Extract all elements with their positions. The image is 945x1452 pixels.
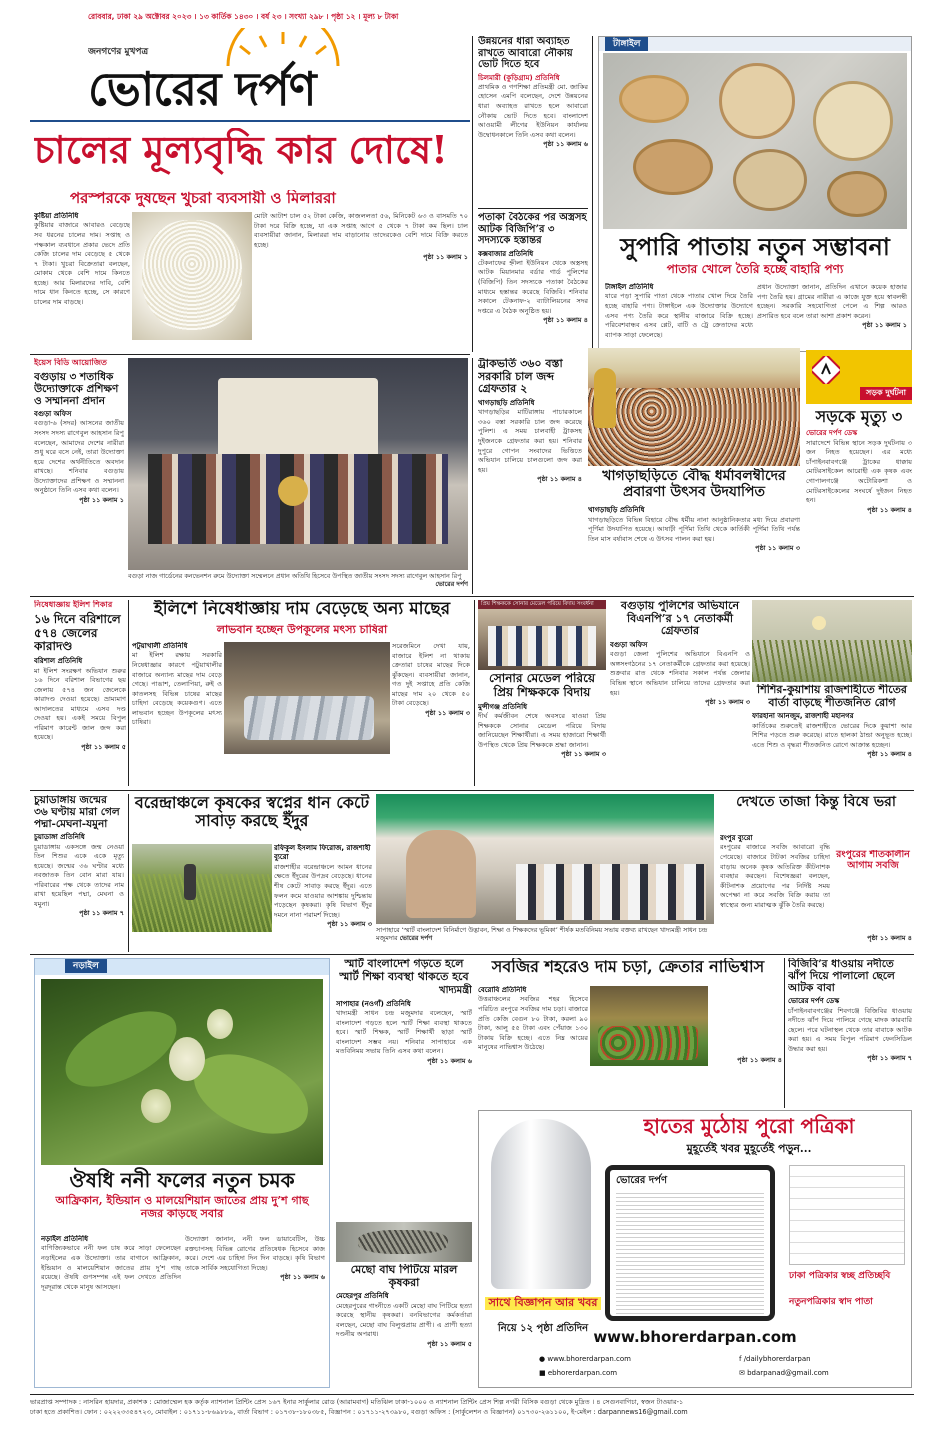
noni-fruit-photo bbox=[41, 979, 323, 1165]
award-caption-text: বগুড়া নাজ গার্ডেনের কনভেনশন রুমে উদ্যোক্তা সম্মেলনে প্রধান অতিথি হিসেবে উপস্থিত জাতীয় সংসদ সদস্য রাগেবুল আহসান রিপু bbox=[128, 572, 462, 580]
yes-award-headline: বগুড়ায় ৩ শতাধিক উদ্যোক্তাকে প্রশিক্ষণ ও সম্মাননা প্রদান bbox=[34, 370, 119, 407]
dateline: রোববার, ঢাকা ২৯ অক্টোবর ২০২৩ । ১৩ কার্তিক ১৪৩০ । বর্ষ ২৩ । সংখ্যা ২৯৮ । পৃষ্ঠা ১২ । মূল্য ৮ টাকা bbox=[88, 12, 399, 21]
ad-bullet2: নতুনপত্রিকার স্বাদ পাতা bbox=[789, 1297, 873, 1307]
hilsa-ban-story bbox=[34, 600, 126, 788]
noni-col1 bbox=[41, 1235, 181, 1385]
footer-line2: ঢাকা হতে প্রকাশিত। ফোন : ০২২২৩৩৫৪৭২৩, মোবাইল : ০১৭১১-৮৬৯৮৮৯, বার্তা বিভাগ : ০১৭৩৮-১৮০৩৮৫, বিজ্ঞাপন : ০১৭১১-২৭৩৯৮০, বগুড়া অফিস : (সার্কুলেশন ও বিজ্ঞাপন) ০১৭৩০-২৬১১০০, ই-মেইল : darpannews16@gmail.com bbox=[30, 1407, 688, 1416]
phone-screen-logo: ভোরের দর্পণ bbox=[616, 1175, 667, 1186]
col-divider bbox=[472, 36, 473, 352]
award-caption-credit: ভোরের দর্পণ bbox=[435, 580, 468, 589]
winter-headline: শিশির-কুয়াশায় রাজশাহীতে শীতের বার্তা বাড়ছে শীতজনিত রোগ bbox=[757, 684, 907, 709]
noni-col2 bbox=[185, 1235, 325, 1385]
lead-subhead: পরস্পরকে দুষছেন খুচরা ব্যবসায়ী ও মিলাররা bbox=[70, 190, 336, 207]
veg-price-byline: বেরোবি প্রতিনিধি bbox=[478, 986, 527, 994]
smart-edu-kicker: খাদ্যমন্ত্রী bbox=[439, 985, 472, 997]
fishing-cat-text: মেহেরপুরের গাংনীতে একটি মেছো বাঘ পিটিয়ে হত্যা করেছে স্থানীয় কৃষকরা। বনবিভাগের কর্মকর্তারা বলছেন, মেছো বাঘ বিলুপ্তপ্রায় প্রাণী। এ প্রাণী হত্যা দণ্ডনীয় অপরাধ। bbox=[336, 1301, 472, 1339]
fishing-cat-continued: পৃষ্ঠা ১১ কলাম ৫ bbox=[427, 1339, 472, 1348]
footer-rule bbox=[30, 1394, 914, 1395]
smart-caption-credit: ভোরের দর্পণ bbox=[399, 934, 433, 943]
ad-contacts bbox=[539, 1355, 899, 1385]
lead-continued: পৃষ্ঠা ১১ কলাম ১ bbox=[423, 253, 468, 262]
yes-award-byline: বগুড়া অফিস bbox=[34, 409, 72, 418]
buddhist-story bbox=[588, 468, 800, 592]
accident-headline: সড়কে মৃত্যু ৩ bbox=[815, 407, 903, 426]
flee-headline: বিজিবি’র ধাওয়ায় নদীতে ঝাঁপ দিয়ে পালালো ছেলে আটক বাবা bbox=[788, 958, 895, 995]
col-divider bbox=[128, 600, 129, 786]
dateline-bar bbox=[88, 12, 468, 26]
bnp-arrest-story bbox=[610, 600, 750, 786]
accident-text: সারাদেশে বিভিন্ন স্থানে সড়ক দুর্ঘটনায় ৩ জন নিহত হয়েছেন। এর মধ্যে চাঁপাইনবাবগঞ্জে ট্রাকের ধাক্কায় মোটরসাইকেল আরোহী এক কৃষক এবং গোপালগঞ্জে অটোরিকশা ও মোটরসাইকেলের সংঘর্ষে দুইজন নিহত হন। bbox=[806, 438, 912, 505]
road-sign-icon bbox=[812, 356, 840, 384]
yes-award-text: বগুড়া-৬ (সদর) আসনের জাতীয় সংসদ সদস্য রাগেবুল আহসান রিপু বলেছেন, আমাদের দেশের নারীরা শুধু ঘরে বসে নেই, তারা উদ্যোক্তা হয়ে দেশের অর্থনীতিতে অবদান রাখছে। শনিবার বগুড়ায় উদ্যোক্তাদের প্রশিক্ষণ ও সম্মাননা অনুষ্ঠানে তিনি এসব কথা বলেন। bbox=[34, 419, 124, 495]
buddhist-headline: খাগড়াছড়িতে বৌদ্ধ ধর্মাবলম্বীদের প্রবারণা উৎসব উদযাপিত bbox=[602, 468, 786, 501]
col-story-headline: উন্নয়নের ধারা অব্যাহত রাখতে আবারো নৌকায় ভোট দিতে হবে bbox=[478, 36, 573, 70]
row4-bottom-rule bbox=[30, 954, 914, 955]
veg-price-col3 bbox=[710, 986, 782, 1104]
flee-continued: পৃষ্ঠা ১১ কলাম ৭ bbox=[867, 1054, 912, 1063]
rats-headline: বরেন্দ্রাঞ্চলে কৃষকের স্বপ্নের ধান কেটে সাবাড় করছে ইঁদুর bbox=[134, 794, 370, 831]
col-divider bbox=[784, 958, 785, 1108]
yes-award-continued: পৃষ্ঠা ১১ কলাম ১ bbox=[79, 495, 124, 504]
accident-tag: সড়ক দুর্ঘটনা bbox=[860, 387, 912, 400]
fishing-cat-photo bbox=[336, 1222, 472, 1262]
col-story bbox=[478, 36, 588, 206]
teacher-continued: পৃষ্ঠা ১১ কলাম ৩ bbox=[561, 750, 606, 759]
noni-byline: নড়াইল প্রতিনিধি bbox=[41, 1235, 89, 1243]
smart-edu-headline: স্মার্ট বাংলাদেশ গড়তে হলে স্মার্ট শিক্ষা ব্যবস্থা থাকতে হবে bbox=[339, 958, 469, 983]
veg-market-photo bbox=[590, 986, 708, 1066]
row3-bottom-rule bbox=[30, 790, 914, 791]
rats-text: রাজশাহীর বরেন্দ্রাঞ্চলে আমন ধানের ক্ষেতে ইঁদুরের উপদ্রব বেড়েছে। ধানের শীষ কেটে সাবাড় করছে ইঁদুর। এতে ফলন কমে যাওয়ার আশঙ্কায় দুশ্চিন্তায় পড়েছেন কৃষকরা। কৃষি বিভাগ ইঁদুর দমনে নানা পরামর্শ দিচ্ছে। bbox=[274, 862, 372, 919]
buddhist-festival-photo bbox=[588, 348, 800, 466]
river-headline: চুয়াডাঙ্গায় জন্মের ৩৬ ঘণ্টায় মারা গেল পদ্মা-মেঘনা-যমুনা bbox=[34, 794, 120, 831]
paper-stack-graphic bbox=[789, 1165, 905, 1265]
flee-text: চাঁপাইনবাবগঞ্জের শিবগঞ্জে বিজিবির ধাওয়ায় নদীতে ঝাঁপ দিয়ে পালিয়ে গেছে মাদক কারবারি ছেলে। পরে ঘটনাস্থল থেকে তার বাবাকে আটক করা হয়। এ সময় বিপুল পরিমাণ ফেনসিডিল উদ্ধার করা হয়। bbox=[788, 1006, 912, 1053]
teacher-text: দীর্ঘ কর্মজীবন শেষে অবসরে যাওয়া প্রিয় শিক্ষককে সোনার মেডেল পরিয়ে বিদায় জানিয়েছেন শিক্ষার্থীরা। এ সময় হাজারো শিক্ষার্থী উপস্থিত থেকে প্রিয় শিক্ষককে শ্রদ্ধা জানান। bbox=[478, 712, 606, 749]
accident-story bbox=[806, 350, 912, 592]
hilsa-ban-label: নিষেধাজ্ঞায় ইলিশ শিকার bbox=[34, 600, 113, 609]
ad-bullet1: ঢাকা পত্রিকার স্বচ্ছ প্রতিচ্ছবি bbox=[789, 1271, 891, 1281]
fish-price-byline: পটুয়াখালী প্রতিনিধি bbox=[132, 642, 188, 650]
row2-bottom-rule bbox=[30, 596, 914, 597]
masthead-logo-block bbox=[88, 28, 468, 118]
veg-fresh-col bbox=[720, 834, 830, 952]
rats-byline: রফিকুল ইসলাম ফিরোজ, রাজশাহী ব্যুরো bbox=[274, 844, 371, 862]
rice-seize-text: খাগড়াছড়ির মাটিরাঙ্গায় পাচারকালে ৩৬০ বস্তা সরকারি চাল জব্দ করেছে পুলিশ। এ সময় চালবাহী ট্রাকসহ দুইজনকে গ্রেফতার করা হয়। শনিবার দুপুরে গোপন সংবাদের ভিত্তিতে অভিযান চালিয়ে চালগুলো জব্দ করা হয়। bbox=[478, 408, 582, 474]
fish-price-subhead: লাভবান হচ্ছেন উপকূলের মৎস্য চাষিরা bbox=[216, 624, 388, 636]
ad-contact1[interactable]: www.bhorerdarpan.com bbox=[547, 1355, 632, 1363]
fish-price-col1 bbox=[132, 642, 222, 786]
veg-price-col1 bbox=[478, 986, 588, 1104]
facebook-icon: f bbox=[739, 1355, 744, 1363]
veg-fresh-text: রংপুরের বাজারে সবজি আবারো বৃদ্ধি পেয়েছে। বাজারে টাটকা সবজির চাহিদা বাড়ায় অনেক কৃষক অতিরিক্ত কীটনাশক ব্যবহার করছেন। বিশেষজ্ঞরা বলছেন, কীটনাশক প্রয়োগের পর নির্দিষ্ট সময় অপেক্ষা না করে সবজি বিক্রি করায় তা স্বাস্থ্যের জন্য মারাত্মক ঝুঁকি তৈরি করছে। bbox=[720, 843, 830, 909]
fishing-cat-byline: মেহেরপুর প্রতিনিধি bbox=[336, 1292, 389, 1301]
bnp-arrest-byline: বগুড়া অফিস bbox=[610, 640, 648, 649]
teacher-story bbox=[478, 672, 606, 788]
river-text: চুয়াডাঙ্গায় একসঙ্গে জন্ম নেওয়া তিন শিশুর একে একে মৃত্যু হয়েছে। জন্মের ৩৬ ঘণ্টার মধ্যে নবজাতক তিন বোন মারা যায়। পরিবারের পক্ষ থেকে তাদের নাম রাখা হয়েছিল পদ্মা, মেঘনা ও যমুনা। bbox=[34, 842, 124, 908]
fish-price-text2: সরেজমিনে দেখা যায়, বাজারে ইলিশ না থাকায় ক্রেতারা চাষের মাছের দিকে ঝুঁকছেন। ব্যবসায়ীরা জানান, গত দুই সপ্তাহে প্রতি কেজি মাছের দাম ২০ থেকে ৫০ টাকা বেড়েছে। bbox=[392, 642, 470, 708]
col-divider bbox=[474, 600, 475, 786]
rice-seize-headline: ট্রাকভর্তি ৩৬০ বস্তা সরকারি চাল জব্দ গ্রেফতার ২ bbox=[478, 358, 563, 396]
river-continued: পৃষ্ঠা ১১ কলাম ৭ bbox=[79, 909, 124, 918]
globe-icon: ● bbox=[539, 1355, 548, 1363]
award-ceremony-photo bbox=[128, 358, 468, 570]
lead-text: কুষ্টিয়ার বাজারে আবারও বেড়েছে সব ধরনের চালের দাম। সপ্তাহ ও পক্ষকাল ব্যবধানে প্রকার ভেদে প্রতি কেজি চালের দাম বেড়েছে ৫ থেকে ৭ টাকা। খুচরা বিক্রেতারা বলছেন, মোকাম থেকে বেশি দামে কিনতে হচ্ছে। আর মিলারদের দাবি, বেশি দামে ধান কিনতে হচ্ছে, সে কারণে চালের দাম বাড়ছে। bbox=[34, 221, 130, 306]
fish-price-continued: পৃষ্ঠা ১১ কলাম ৩ bbox=[425, 708, 470, 717]
noni-subhead: আফ্রিকান, ইন্ডিয়ান ও মালয়েশিয়ান জাতের প্রায় দু’শ গাছ নজর কাড়ছে সবার bbox=[55, 1194, 309, 1220]
teacher-farewell-photo bbox=[478, 600, 606, 670]
river-triplets-story bbox=[34, 794, 124, 952]
veg-price-headline: সবজির শহরেও দাম চড়া, ক্রেতার নাভিশ্বাস bbox=[491, 958, 765, 976]
footer-line1: ভারপ্রাপ্ত সম্পাদক : নাসরিন হায়দার, প্রকাশক : মোজাম্মেল হক কর্তৃক ন্যাশনাল প্রিন্টিং প্রেস ১৬৭ ইনার সার্কুলার রোড (আরামবাগ) মতিঝিল ঢাকা-১০০০ ও ন্যাশনাল প্রিন্টিং প্রেস শিল্প নগরী বিসিক বগুড়া থেকে মুদ্রিত । ৪ সেগুনবাগিচা, স্বজন টাওয়ার-১ bbox=[30, 1398, 684, 1406]
hilsa-ban-headline: ১৬ দিনে বরিশালে ৫৭৪ জেলের কারাদণ্ড bbox=[34, 611, 121, 654]
lead-bottom-rule bbox=[30, 354, 470, 355]
lead-text-col3 bbox=[254, 212, 468, 352]
buddhist-text: খাগড়াছড়িতে বিভিন্ন বিহারে বৌদ্ধ ধর্মীয় নানা আনুষ্ঠানিকতার মধ্য দিয়ে প্রবারণা পূর্ণিমা উদযাপিত হয়েছে। আষাঢ়ী পূর্ণিমা তিথি থেকে কার্তিকী পূর্ণিমা তিথি পর্যন্ত তিন মাস বর্ষাবাস শেষে এ উৎসব পালন করা হয়। bbox=[588, 515, 800, 543]
smart-edu-story bbox=[336, 958, 472, 1242]
masthead-rule bbox=[30, 120, 470, 122]
misty-field-photo bbox=[752, 600, 912, 682]
flee-story bbox=[788, 958, 912, 1108]
teacher-photo-banner: প্রিয় শিক্ষককে সোনার মেডেল পরিয়ে বিদায় সংবর্ধনা bbox=[478, 600, 606, 609]
rice-seize-byline: খাগড়াছড়ি প্রতিনিধি bbox=[478, 398, 535, 407]
fishing-cat-headline: মেছো বাঘ পিটিয়ে মারল কৃষকরা bbox=[350, 1264, 458, 1289]
accident-banner bbox=[806, 350, 912, 404]
tangail-subhead: পাতার খোলে তৈরি হচ্ছে বাহারি পণ্য bbox=[666, 262, 844, 276]
veg-fresh-sidebar: রংপুরের শীতকালীন আগাম সবজি bbox=[836, 850, 910, 871]
veg-price-continued: পৃষ্ঠা ১১ কলাম ৪ bbox=[737, 1056, 782, 1064]
lead-text2: মোটা আটাশ চাল ৫২ টাকা কেজি, কাজললতা ৫৬, মিনিকেট ৬৩ ও বাসমতি ৭০ টাকা দরে বিক্রি হচ্ছে, যা এক সপ্তাহ আগে ৫ থেকে ৭ টাকা কম ছিল। চাল ব্যবসায়ীরা জানান, মিলাররা দাম বাড়ানোয় তাদেরকেও বেশি দামে বিক্রি করতে হচ্ছে। bbox=[254, 212, 468, 249]
veg-fresh-headline: দেখতে তাজা কিন্তু বিষে ভরা bbox=[736, 794, 896, 810]
col-story-text: প্রাথমিক ও গণশিক্ষা প্রতিমন্ত্রী মো. জাকির হোসেন এমপি বলেছেন, দেশে উন্নয়নের ধারা অব্যাহত রাখতে হলে আবারো নৌকায় ভোট দিতে হবে। বাংলাদেশ আওয়ামী লীগের ইউনিয়ন কার্যালয় উদ্বোধনকালে তিনি এসব কথা বলেন। bbox=[478, 82, 588, 139]
col-divider bbox=[472, 358, 473, 594]
rice-seize-story bbox=[478, 358, 582, 594]
hilsa-ban-text: মা ইলিশ সংরক্ষণ অভিযান শুরুর ১৬ দিনে বরিশাল বিভাগের ছয় জেলায় ৫৭৪ জন জেলেকে কারাদণ্ড দেওয়া হয়েছে। ভ্রাম্যমাণ আদালতের মাধ্যমে এসব দণ্ড দেওয়া হয়। একই সময়ে বিপুল পরিমাণ কারেন্ট জাল জব্দ করা হয়েছে। bbox=[34, 666, 126, 742]
noni-text: বাণিজ্যিকভাবে ননী ফল চাষ করে সাড়া ফেলেছেন নড়াইলের এক উদ্যোক্তা। তার বাগানে আফ্রিকান, ইন্ডিয়ান ও মালয়েশিয়ান জাতের প্রায় দু’শ গাছ রয়েছে। ঔষধি গুণসম্পন্ন এই ফল দেখতে প্রতিদিন দূরদূরান্ত থেকে মানুষ আসছেন। bbox=[41, 1244, 181, 1291]
accident-continued: পৃষ্ঠা ১১ কলাম ৪ bbox=[867, 505, 912, 514]
smart-caption bbox=[376, 926, 714, 952]
bnp-arrest-headline: বগুড়ায় পুলিশের অভিযানে বিএনপি’র ১৭ নেতাকর্মী গ্রেফতার bbox=[620, 600, 740, 638]
rice-photo bbox=[132, 212, 252, 340]
fish-price-text: মা ইলিশ রক্ষায় সরকারি নিষেধাজ্ঞার কারণে পটুয়াখালীর বাজারে অন্যান্য মাছের দাম বেড়ে গেছে। পাঙাশ, তেলাপিয়া, রুই ও কাতলসহ বিভিন্ন চাষের মাছের চাহিদা বেড়েছে কয়েকগুণ। এতে লাভবান হচ্ছেন উপকূলের মৎস্য চাষিরা। bbox=[132, 651, 222, 727]
veg-fresh-continued: পৃষ্ঠা ১১ কলাম ৪ bbox=[867, 934, 912, 942]
buddhist-byline: খাগড়াছড়ি প্রতিনিধি bbox=[588, 506, 645, 515]
email-icon: ✉ bbox=[739, 1369, 748, 1377]
ad-contact2[interactable]: /dailybhorerdarpan bbox=[743, 1355, 811, 1363]
noni-text2: উদ্যোক্তা জানান, ননী ফল ডায়াবেটিস, উচ্চ রক্তচাপসহ বিভিন্ন রোগের প্রতিষেধক হিসেবে কাজ করে। দেশে এর চাহিদা দিন দিন বাড়ছে। কৃষি বিভাগ তাকে সার্বিক সহযোগিতা দিচ্ছে। bbox=[185, 1235, 325, 1272]
winter-byline: ফারহানা আনজুম, রাজশাহী মহানগর bbox=[752, 712, 854, 721]
buddhist-continued: পৃষ্ঠা ১১ কলাম ৩ bbox=[755, 544, 800, 553]
fish-price-col3 bbox=[392, 642, 470, 786]
rat-damage-photo bbox=[132, 844, 272, 932]
lead-text-col1 bbox=[34, 212, 130, 352]
smart-edu-byline: সাপাহার (নওগাঁ) প্রতিনিধি bbox=[336, 999, 411, 1008]
logo-text: ভোরের দর্পণ bbox=[88, 62, 316, 116]
winter-text: কার্তিকের শুরুতেই রাজশাহীতে ভোরের দিকে কুয়াশা আর শিশির পড়তে শুরু করেছে। রাতে হালকা ঠান্ডা অনুভূত হচ্ছে। এতে শিশু ও বৃদ্ধরা শীতজনিত রোগে আক্রান্ত হচ্ছেন। bbox=[752, 721, 912, 749]
winter-story bbox=[752, 684, 912, 788]
bnp-arrest-continued: পৃষ্ঠা ১১ কলাম ৩ bbox=[705, 698, 750, 707]
ad-contact3[interactable]: ebhorerdarpan.com bbox=[547, 1369, 618, 1377]
tangail-continued: পৃষ্ঠা ১১ কলাম ১ bbox=[862, 321, 907, 330]
tangail-text-col1 bbox=[605, 283, 753, 349]
col-story2-continued: পৃষ্ঠা ১১ কলাম ৪ bbox=[543, 316, 588, 325]
smart-caption-text: সাপাহারে ‘স্মার্ট বাংলাদেশ বিনির্মাণে উদ্ভাবন, শিক্ষা ও শিক্ষকদের ভূমিকা’ শীর্ষক মতবিনিময় সভায় বক্তব্য রাখছেন খাদ্যমন্ত্রী সাধন চন্দ্র মজুমদার bbox=[376, 926, 708, 943]
yes-award-story bbox=[34, 358, 124, 592]
teacher-headline: সোনার মেডেল পরিয়ে প্রিয় শিক্ষককে বিদায় bbox=[488, 672, 596, 699]
tangail-box bbox=[598, 36, 912, 352]
ad-subhead: মুহূর্তেই খবর মুহূর্তেই পড়ুন... bbox=[686, 1142, 812, 1155]
ad-contact4[interactable]: bdarpanad@gmail.com bbox=[747, 1369, 829, 1377]
tangail-text: যারে পড়া সুপারি পাতা থেকে পাতার খোল দিয়ে তৈরি হচ্ছে বাহারি পণ্য। টাঙ্গাইলে এক উদ্যোক্তার উদ্যোগে এসব পণ্য তৈরি করে স্থানীয় বাজারে বিক্রি হচ্ছে। পরিবেশবান্ধব এসব প্লেট, বাটি ও ট্রে ক্রেতাদের মধ্যে ব্যাপক সাড়া ফেলেছে। bbox=[605, 292, 753, 339]
lead-headline: চালের মূল্যবৃদ্ধি কার দোষে! bbox=[34, 128, 448, 172]
hilsa-ban-byline: বরিশাল প্রতিনিধি bbox=[34, 657, 83, 666]
hilsa-ban-continued: পৃষ্ঠা ১১ কলাম ৫ bbox=[81, 743, 126, 751]
noni-feature bbox=[34, 958, 330, 1388]
winter-continued: পৃষ্ঠা ১১ কলাম ৪ bbox=[867, 750, 912, 759]
epaper-icon: ■ bbox=[539, 1369, 548, 1377]
bnp-arrest-text: বগুড়া জেলা পুলিশের অভিযানে বিএনপি ও অঙ্গসংগঠনের ১৭ নেতাকর্মীকে গ্রেফতার করা হয়েছে। শুক্রবার রাত থেকে শনিবার সকাল পর্যন্ত জেলার বিভিন্ন স্থানে অভিযান চালিয়ে তাদের গ্রেফতার করা হয়। bbox=[610, 650, 750, 697]
col-story-byline: চিলমারী (কুড়িগ্রাম) প্রতিনিধি bbox=[478, 73, 560, 82]
river-byline: চুয়াডাঙ্গা প্রতিনিধি bbox=[34, 833, 85, 842]
col-story2-byline: কক্সবাজার প্রতিনিধি bbox=[478, 249, 534, 258]
noni-headline: ঔষধি ননী ফলের নতুন চমক bbox=[69, 1168, 295, 1192]
col-story-continued: পৃষ্ঠা ১১ কলাম ৬ bbox=[543, 140, 588, 149]
ad-headline: হাতের মুঠোয় পুরো পত্রিকা bbox=[643, 1114, 855, 1138]
ad-bubble1: সাথে বিজ্ঞাপন আর খবর bbox=[485, 1297, 601, 1310]
smart-meeting-photo bbox=[376, 794, 714, 924]
fish-price-headline: ইলিশে নিষেধাজ্ঞায় দাম বেড়েছে অন্য মাছের bbox=[153, 600, 451, 619]
col-story2-headline: পতাকা বৈঠকের পর অস্ত্রসহ আটক বিজিপি’র ৩ সদস্যকে হস্তান্তর bbox=[478, 212, 587, 246]
ad-bubble2: নিয়ে ১২ পৃষ্ঠা প্রতিদিন bbox=[497, 1323, 589, 1334]
smart-edu-text: খাদ্যমন্ত্রী সাধন চন্দ্র মজুমদার বলেছেন, স্মার্ট বাংলাদেশ গড়তে হলে স্মার্ট শিক্ষা ব্যবস্থা থাকতে হবে। স্মার্ট শিক্ষক, স্মার্ট শিক্ষার্থী ছাড়া স্মার্ট বাংলাদেশ সম্ভব নয়। শনিবার সাপাহারে এক মতবিনিময় সভায় তিনি এসব কথা বলেন। bbox=[336, 1009, 472, 1056]
lead-byline: কুষ্টিয়া প্রতিনিধি bbox=[34, 212, 79, 220]
footer-imprint bbox=[30, 1398, 914, 1428]
smart-edu-continued: পৃষ্ঠা ১১ কলাম ৬ bbox=[427, 1056, 472, 1065]
tagline: জনগণের মুখপত্র bbox=[88, 47, 149, 57]
ad-url[interactable]: www.bhorerdarpan.com bbox=[593, 1328, 797, 1346]
rats-text-block bbox=[274, 844, 372, 952]
rule bbox=[478, 208, 588, 209]
rats-continued: পৃষ্ঠা ১১ কলাম ৩ bbox=[327, 920, 372, 929]
noni-continued: পৃষ্ঠা ১১ কলাম ৬ bbox=[280, 1273, 325, 1282]
tangail-headline: সুপারি পাতায় নতুন সম্ভাবনা bbox=[620, 232, 890, 261]
veg-price-text: উত্তরাঞ্চলের সবজির শহর হিসেবে পরিচিত রংপুরে সবজির দাম চড়া। বাজারে প্রতি কেজি বেগুন ৮০ টাকা, করলা ৯০ টাকা, আলু ৫৫ টাকা এবং পেঁয়াজ ১৩০ টাকায় বিক্রি হচ্ছে। এতে নিম্ন আয়ের মানুষের নাভিশ্বাস উঠেছে। bbox=[478, 995, 588, 1052]
col-divider bbox=[128, 794, 129, 952]
tangail-text2: প্রধান উদ্যোক্তা জানান, প্রতিদিন এখানে কয়েক হাজার পণ্য তৈরি হয়। গ্রামের নারীরা এ কাজে যুক্ত হয়ে স্বাবলম্বী হচ্ছেন। সরকারি সহযোগিতা পেলে এ শিল্প আরও প্রসারিত হবে বলে তারা আশা প্রকাশ করেন। bbox=[757, 283, 907, 320]
veg-fresh-byline: রংপুর ব্যুরো bbox=[720, 834, 753, 842]
leaf-plates-photo bbox=[603, 53, 907, 229]
tangail-byline: টাঙ্গাইল প্রতিনিধি bbox=[605, 283, 654, 291]
teacher-byline: মুন্সীগঞ্জ প্রতিনিধি bbox=[478, 702, 527, 711]
award-caption bbox=[128, 572, 468, 592]
rolled-paper-graphic bbox=[491, 1119, 591, 1289]
rice-seize-continued: পৃষ্ঠা ১১ কলাম ৪ bbox=[537, 475, 582, 484]
noni-tag: নড়াইল bbox=[65, 959, 107, 973]
fishing-cat-story bbox=[336, 1264, 472, 1388]
tangail-text-col2 bbox=[757, 283, 907, 349]
flee-byline: ভোরের দর্পণ ডেস্ক bbox=[788, 997, 840, 1006]
col-divider bbox=[592, 36, 593, 352]
yes-award-label: ইয়েস বিডি আয়োজিত bbox=[34, 358, 107, 367]
fish-market-photo bbox=[224, 642, 390, 754]
phone-frame bbox=[605, 1165, 775, 1321]
col-story2-text: টেকনাফের হ্নীলা ইউনিয়ন থেকে অস্ত্রসহ আটক মিয়ানমার বর্ডার গার্ড পুলিশের (বিজিপি) তিন সদস্যকে পতাকা বৈঠকের মাধ্যমে হস্তান্তর করেছে বিজিবি। শনিবার সকালে টেকনাফ-২ ব্যাটালিয়নের সদর দপ্তরে এ বৈঠক অনুষ্ঠিত হয়। bbox=[478, 258, 588, 315]
epaper-ad bbox=[478, 1110, 912, 1388]
col-story2 bbox=[478, 212, 588, 352]
accident-byline: ভোরের দর্পণ ডেস্ক bbox=[806, 429, 858, 438]
tangail-tag: টাঙ্গাইল bbox=[605, 37, 648, 51]
veg-fresh-story bbox=[720, 794, 912, 952]
